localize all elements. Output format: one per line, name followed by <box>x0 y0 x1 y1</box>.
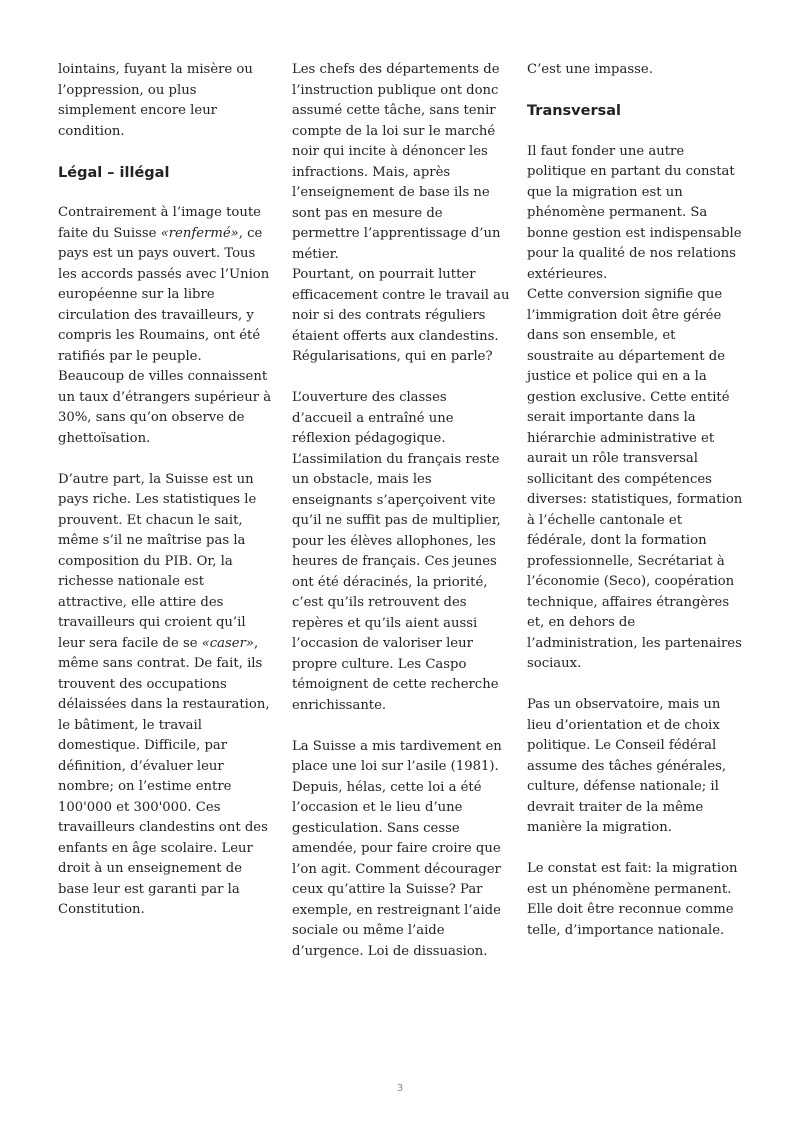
paragraph-observatoire: Pas un observatoire, mais un lieu d’orientation et de choix politique. Le Conseil fédéral assume des tâches générales, culture, défense nationale; il devrait traiter de la même manière la migration. <box>527 697 727 835</box>
paragraph-villes: Beaucoup de villes connaissent un taux d’étrangers supérieur à 30%, sans qu’on observe de ghettoïsation. <box>58 369 272 446</box>
page-number: 3 <box>396 1083 404 1094</box>
paragraph-classes-accueil: L’ouverture des classes d’accueil a entraîné une réflexion pédagogique. <box>292 390 454 446</box>
column-2 <box>292 60 510 983</box>
paragraph-conversion: Cette conversion signifie que l’immigration doit être gérée dans son ensemble, et soustraite au département de justice et police qui en a la gestion exclusive. Cette entité serait importante dans la hiérarchie administrative et aurait un rôle transversal sollicitant des compétences diverses: statistiques, formation à l’échelle cantonale et fédérale, dont la formation professionnelle, Secrétariat à l’économie (Seco), coopération technique, affaires étrangères et, en dehors de l’administration, les partenaires sociaux. <box>527 287 743 671</box>
paragraph-autre-politique: Il faut fonder une autre politique en partant du constat que la migration est un phénomène permanent. Sa bonne gestion est indispensable pour la qualité de nos relations extérieures. <box>527 143 742 282</box>
paragraph-chefs-departements: Les chefs des départements de l’instruction publique ont donc assumé cette tâche, sans tenir compte de la loi sur le marché noir qui incite à dénoncer les infractions. Mais, après l’enseignement de base ils ne sont pas en mesure de permettre l’apprentissage d’un métier. <box>292 62 501 262</box>
paragraph-suisse-riche: D’autre part, la Suisse est un pays riche. Les statistiques le prouvent. Et chacun le sait, même s’il ne maîtrise pas la composition du PIB. Or, la richesse nationale est attractive, elle attire des travailleurs qui croient qu’il leur sera facile de se «caser», même sans contrat. De fait, ils trouvent des occupations délaissées dans la restauration, le bâtiment, le travail domestique. Difficile, par définition, d’évaluer leur nombre; on l’estime entre 100'000 et 300'000. Ces travailleurs clandestins ont des enfants en âge scolaire. Leur droit à un enseignement de base leur est garanti par la Constitution. <box>58 471 270 917</box>
paragraph-continuation: lointains, fuyant la misère ou l’oppression, ou plus simplement encore leur condition. <box>58 62 253 139</box>
paragraph-constat: Le constat est fait: la migration est un phénomène permanent. Elle doit être reconnue comme telle, d’importance nationale. <box>527 861 738 938</box>
paragraph-assimilation: L’assimilation du français reste un obstacle, mais les enseignants s’aperçoivent vite qu’il ne suffit pas de multiplier, pour les élèves allophones, les heures de français. Ces jeunes ont été déracinés, la priorité, c’est qu’ils retrouvent des repères et qu’ils aient aussi l’occasion de valoriser leur propre culture. Les Caspo témoignent de cette recherche enrichissante. <box>292 451 501 713</box>
column-1 <box>58 60 276 941</box>
paragraph-image-suisse: Contrairement à l’image toute faite du Suisse «renfermé», ce pays est un pays ouvert. Tous les accords passés avec l’Union européenne sur la libre circulation des travailleurs, y compris les Roumains, ont été ratifiés par le peuple. <box>58 205 270 364</box>
paragraph-pourtant: Pourtant, on pourrait lutter efficacement contre le travail au noir si des contrats réguliers étaient offerts aux clandestins. Régularisations, qui en parle? <box>292 267 510 364</box>
section-heading-legal-illegal: Légal – illégal <box>58 164 170 181</box>
paragraph-impasse: C’est une impasse. <box>527 62 653 77</box>
section-heading-transversal: Transversal <box>527 103 622 119</box>
column-3 <box>527 60 745 962</box>
paragraph-loi-asile: La Suisse a mis tardivement en place une loi sur l’asile (1981). Depuis, hélas, cette loi a été l’occasion et le lieu d’une gesticulation. Sans cesse amendée, pour faire croire que l’on agit. Comment décourager ceux qu’attire la Suisse? Par exemple, en restreignant l’aide sociale ou même l’aide d’urgence. Loi de dissuasion. <box>292 738 502 959</box>
